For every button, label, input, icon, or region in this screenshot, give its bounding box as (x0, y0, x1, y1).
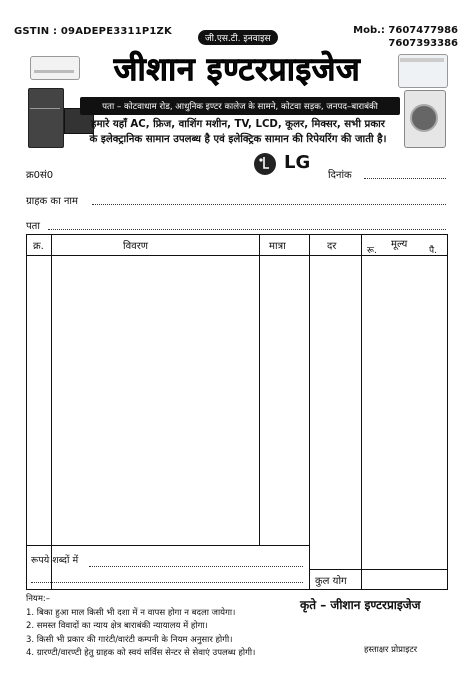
col-serial-header: क्र. (33, 241, 44, 252)
refrigerator-door-line (30, 108, 60, 109)
total-row-top (309, 569, 447, 570)
gstin-text: GSTIN : 09ADEPE3311P1ZK (14, 26, 172, 37)
lg-brand-text: LG (284, 152, 311, 173)
address-field[interactable] (48, 229, 446, 230)
term-item: 2. समस्त विवादों का न्याय क्षेत्र बाराबंकी न्यायालय में होगा। (26, 621, 208, 631)
air-conditioner-vent (34, 70, 74, 73)
washing-machine-door (410, 104, 438, 132)
amount-in-words-label: रूपये शब्दों में (31, 555, 79, 566)
customer-name-label: ग्राहक का नाम (26, 196, 78, 207)
header-divider (27, 255, 447, 256)
description-line-1: हमारे यहाँ AC, फ्रिज, वाशिंग मशीन, TV, LCD, कूलर, मिक्सर, सभी प्रकार (91, 119, 385, 130)
term-item: 3. किसी भी प्रकार की गारंटी/वारंटी कम्पनी के नियम अनुसार होगी। (26, 634, 233, 645)
col-divider-1 (51, 235, 52, 589)
description-line-2: के इलेक्ट्रानिक सामान उपलब्ध है एवं इलेक्ट्रिक सामान की रिपेयरिंग की जाती है। (89, 134, 387, 145)
shop-name-title: जीशान इण्टरप्राइजेज (113, 50, 361, 88)
col-description-header: विवरण (123, 241, 149, 252)
col-amount-header: मूल्य (391, 239, 408, 250)
term-item: 1. बिका हुआ माल किसी भी दशा में न वापस होगा न बदला जायेगा। (26, 607, 236, 618)
col-divider-3 (309, 235, 310, 589)
air-conditioner-image (30, 56, 80, 80)
deep-freezer-lid (400, 58, 444, 62)
amount-in-words-field[interactable] (89, 566, 303, 567)
date-label: दिनांक (328, 170, 352, 181)
col-quantity-header: मात्रा (269, 241, 286, 252)
terms-title: नियम:– (26, 594, 51, 604)
address-label: पता (26, 221, 40, 232)
col-paise-header: पै. (429, 246, 437, 256)
lg-logo-icon (250, 152, 280, 176)
customer-name-field[interactable] (92, 204, 446, 205)
shop-address: पता – कोटवाधाम रोड, आधुनिक इण्टर कालेज के सामने, कोटवा सड़क, जनपद–बाराबंकी (80, 97, 400, 115)
proprietor-signature-label: हस्ताक्षर प्रोप्राइटर (364, 645, 418, 655)
invoice-table (26, 234, 448, 590)
amount-in-words-field-2[interactable] (31, 582, 303, 583)
total-label: कुल योग (315, 576, 347, 587)
words-row-top (27, 545, 309, 546)
col-divider-2 (259, 235, 260, 545)
col-rupees-header: रू. (367, 246, 377, 256)
col-divider-4 (361, 235, 362, 589)
col-rate-header: दर (327, 241, 337, 252)
refrigerator-image (28, 88, 64, 148)
terms-section (26, 593, 255, 661)
date-field[interactable] (364, 178, 446, 179)
shop-description (62, 117, 414, 147)
mobile-number-2: 7607393386 (388, 38, 458, 49)
invoice-type-badge: जी.एस.टी. इनवाइस (198, 30, 278, 45)
serial-number-label: क्र0सं0 (26, 170, 54, 181)
kriti-signature-title: कृते – जीशान इण्टरप्राइजेज (300, 598, 421, 612)
mobile-number-1: Mob.: 7607477986 (353, 25, 458, 36)
term-item: 4. ग्रारण्टी/वारण्टी हेतु ग्राहक को स्वयं सर्विस सेन्टर से सेवाएं उपलब्ध होगी। (26, 648, 256, 658)
